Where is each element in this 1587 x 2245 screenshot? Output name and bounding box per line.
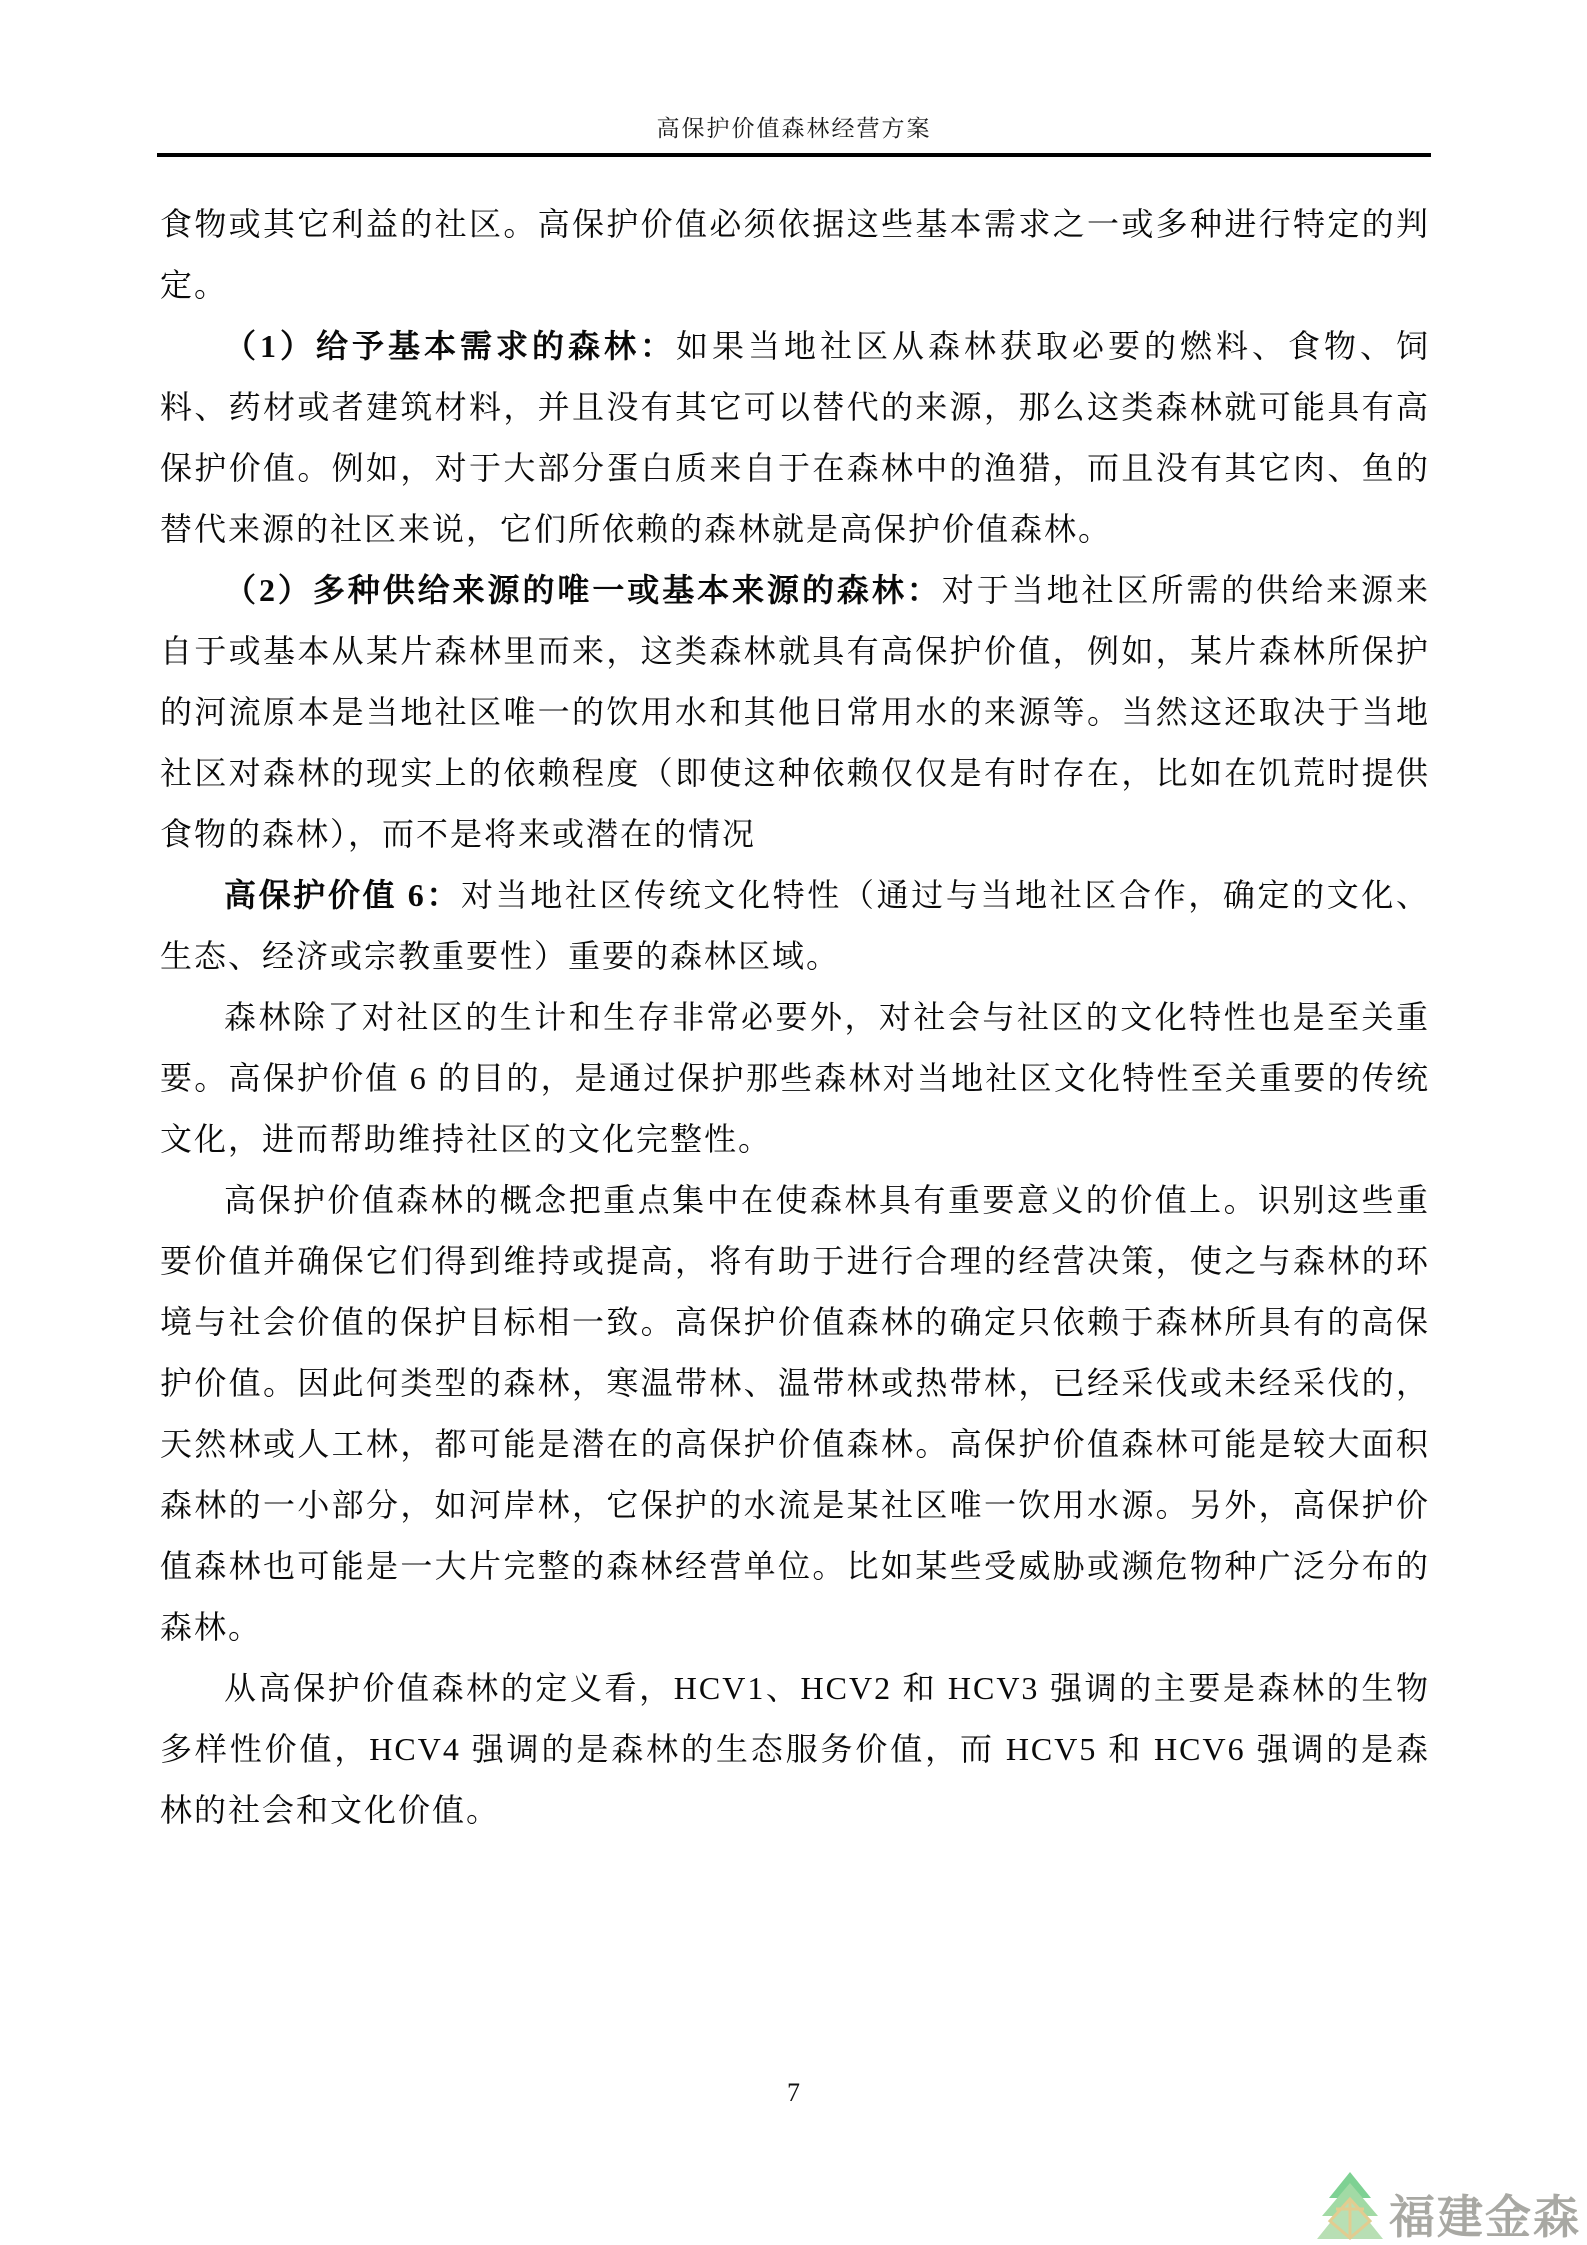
paragraph-text: 食物或其它利益的社区。高保护价值必须依据这些基本需求之一或多种进行特定的判定。 — [160, 206, 1430, 303]
paragraph — [160, 316, 1430, 560]
page-header-title: 高保护价值森林经营方案 — [656, 116, 932, 141]
paragraph-text: 对当地社区传统文化特性（通过与当地社区合作，确定的文化、生态、经济或宗教重要性）重要的森林区域。 — [160, 877, 1430, 974]
page-header — [157, 110, 1431, 157]
paragraph-bold-lead: （2）多种供给来源的唯一或基本来源的森林： — [224, 572, 942, 608]
paragraph — [160, 987, 1430, 1170]
pine-tree-logo-icon — [1317, 2171, 1383, 2241]
paragraph — [160, 194, 1430, 316]
paragraph-text: 如果当地社区从森林获取必要的燃料、食物、饲料、药材或者建筑材料，并且没有其它可以替代的来源，那么这类森林就可能具有高保护价值。例如，对于大部分蛋白质来自于在森林中的渔猎，而且没有其它肉、鱼的替代来源的社区来说，它们所依赖的森林就是高保护价值森林。 — [160, 328, 1430, 547]
paragraph-text: 从高保护价值森林的定义看，HCV1、HCV2 和 HCV3 强调的主要是森林的生物多样性价值，HCV4 强调的是森林的生态服务价值，而 HCV5 和 HCV6 强调的是森林的社会和文化价值。 — [160, 1670, 1430, 1828]
paragraph — [160, 1170, 1430, 1658]
paragraph — [160, 1658, 1430, 1841]
paragraph-bold-lead: （1）给予基本需求的森林： — [224, 328, 676, 364]
company-logo — [1317, 2171, 1581, 2241]
page-number: 7 — [787, 2078, 800, 2107]
paragraph-bold-lead: 高保护价值 6： — [224, 877, 462, 913]
paragraph-text: 对于当地社区所需的供给来源来自于或基本从某片森林里而来，这类森林就具有高保护价值，例如，某片森林所保护的河流原本是当地社区唯一的饮用水和其他日常用水的来源等。当然这还取决于当地社区对森林的现实上的依赖程度（即使这种依赖仅仅是有时存在，比如在饥荒时提供食物的森林），而不是将来或潜在的情况 — [160, 572, 1430, 852]
document-body — [160, 194, 1430, 1841]
paragraph — [160, 560, 1430, 865]
paragraph — [160, 865, 1430, 987]
paragraph-text: 高保护价值森林的概念把重点集中在使森林具有重要意义的价值上。识别这些重要价值并确保它们得到维持或提高，将有助于进行合理的经营决策，使之与森林的环境与社会价值的保护目标相一致。高保护价值森林的确定只依赖于森林所具有的高保护价值。因此何类型的森林，寒温带林、温带林或热带林，已经采伐或未经采伐的，天然林或人工林，都可能是潜在的高保护价值森林。高保护价值森林可能是较大面积森林的一小部分，如河岸林，它保护的水流是某社区唯一饮用水源。另外，高保护价值森林也可能是一大片完整的森林经营单位。比如某些受威胁或濒危物种广泛分布的森林。 — [160, 1182, 1430, 1645]
company-logo-text: 福建金森 — [1389, 2191, 1581, 2243]
paragraph-text: 森林除了对社区的生计和生存非常必要外，对社会与社区的文化特性也是至关重要。高保护价值 6 的目的，是通过保护那些森林对当地社区文化特性至关重要的传统文化，进而帮助维持社区的文化完整性。 — [160, 999, 1430, 1157]
